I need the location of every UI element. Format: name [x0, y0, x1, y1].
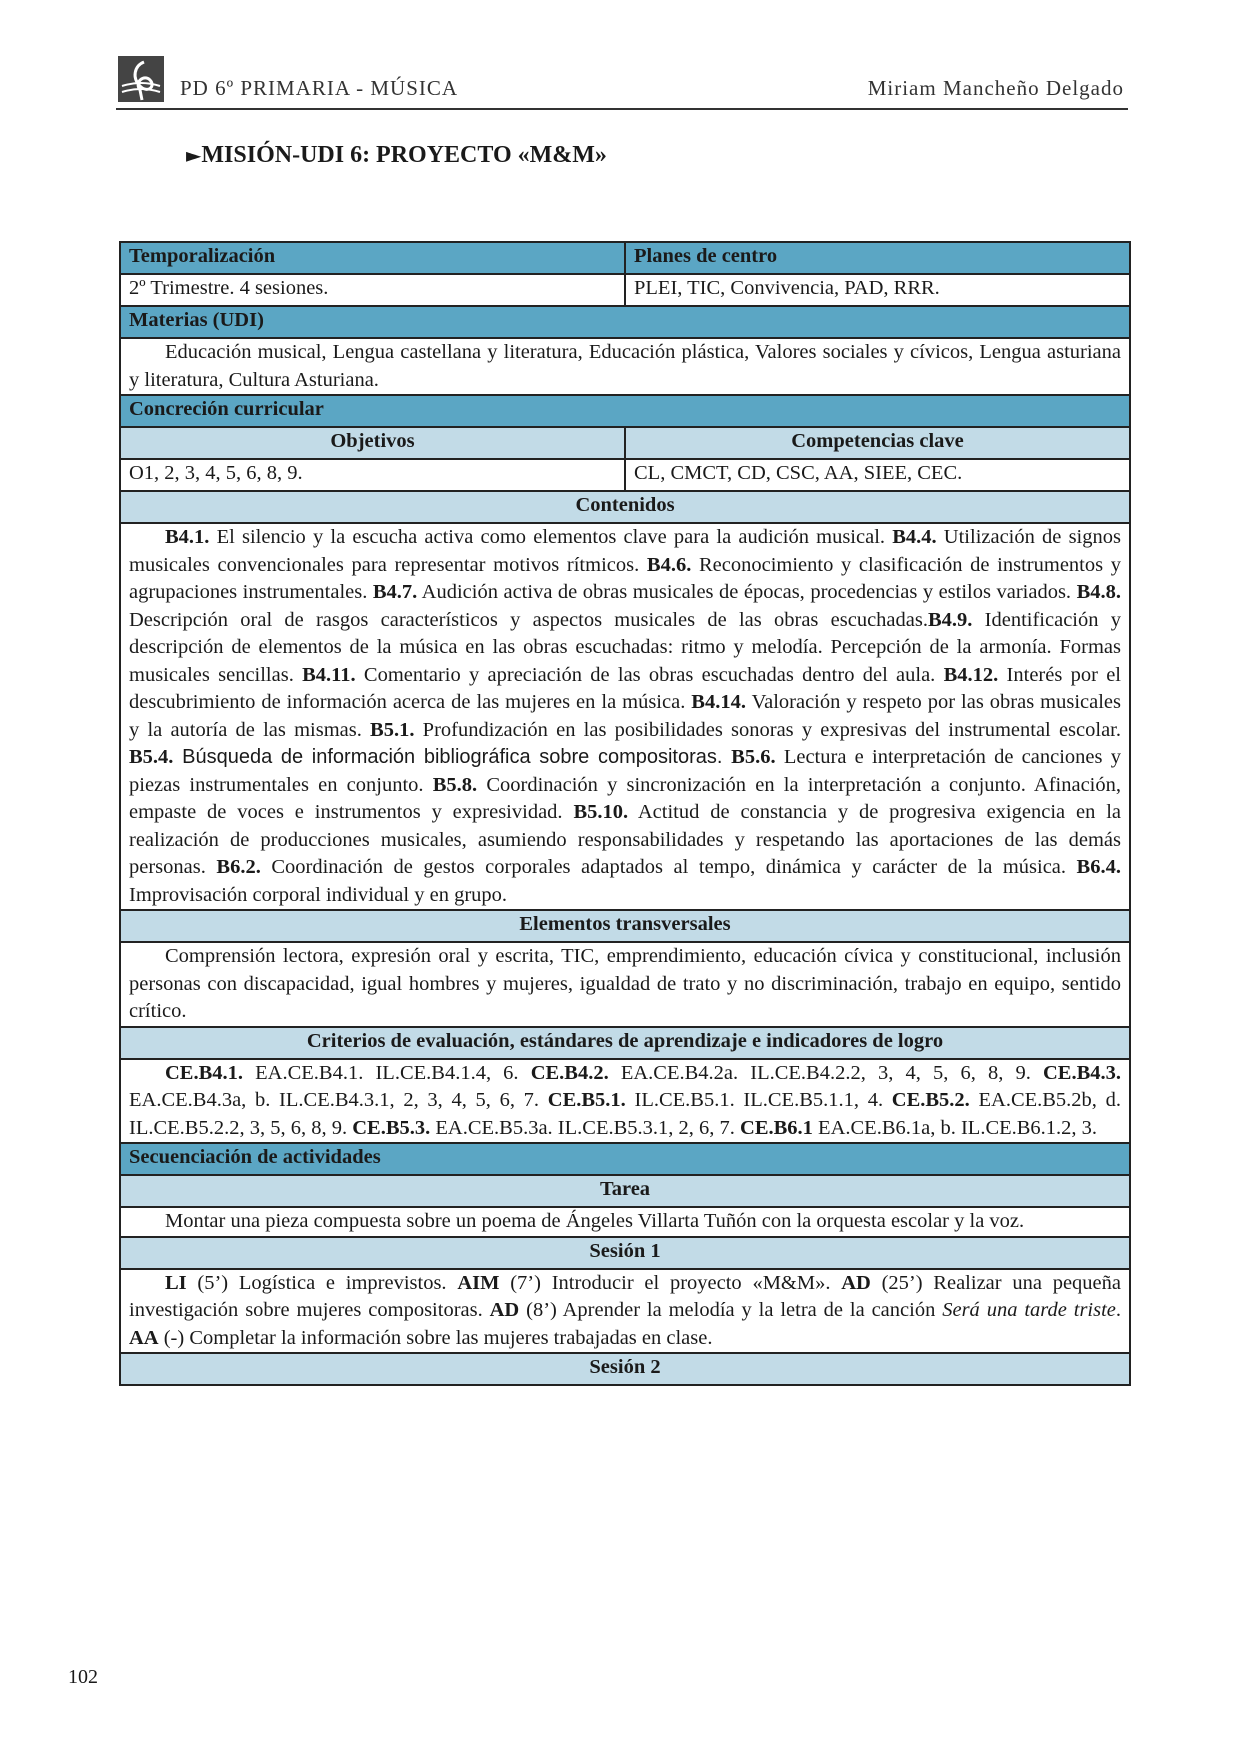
- contenido-item-text: Interés por el descubrimiento de información acerca de las mujeres en la música.: [129, 663, 1121, 713]
- tarea-value: Montar una pieza compuesta sobre un poema de Ángeles Villarta Tuñón con la orquesta escolar y la voz.: [120, 1207, 1130, 1237]
- competencias-value: CL, CMCT, CD, CSC, AA, SIEE, CEC.: [625, 459, 1130, 491]
- contenido-item-text: Valoración y respeto por las obras musicales y la autoría de las mismas.: [129, 691, 1121, 741]
- contenido-item-text: Descripción oral de rasgos característicos y aspectos musicales de las obras escuchadas.: [129, 608, 928, 631]
- contenido-item: [165, 526, 892, 548]
- contenido-item-text: Reconocimiento y clasificación de instrumentos y agrupaciones instrumentales.: [129, 553, 1121, 603]
- contenido-item-text: Comentario y apreciación de las obras escuchadas dentro del aula.: [355, 663, 944, 686]
- contenido-item: [370, 719, 1121, 741]
- contenido-item-text: Búsqueda de información bibliográfica sobre compositoras.: [173, 746, 732, 768]
- contenido-item-code: B6.4.: [1076, 856, 1121, 878]
- mission-title-text: MISIÓN-UDI 6: PROYECTO «M&M»: [201, 142, 607, 168]
- actividad-item-code: LI: [165, 1271, 187, 1294]
- criterio-item-text: EA.CE.B5.2b, d. IL.CE.B5.2.2, 3, 5, 6, 8, 9.: [129, 1089, 1122, 1139]
- objetivos-header: Objetivos: [120, 427, 625, 459]
- header-author: Miriam Mancheño Delgado: [867, 76, 1124, 100]
- actividad-item-code: AA: [129, 1326, 159, 1349]
- sesion2-header: Sesión 2: [120, 1353, 1130, 1385]
- criterio-item-code: CE.B5.1.: [547, 1089, 626, 1111]
- contenido-item-code: B6.2.: [216, 856, 261, 878]
- contenido-item-code: B5.10.: [573, 801, 629, 823]
- actividad-item-text: (25’) Realizar una pequeña investigación sobre mujeres compositoras.: [129, 1271, 1121, 1321]
- contenido-item-code: B4.9.: [927, 608, 973, 631]
- criterio-item: [531, 1062, 1043, 1084]
- sesion1-value: [120, 1269, 1130, 1354]
- transversales-value: Comprensión lectora, expresión oral y escrita, TIC, emprendimiento, educación cívica y constitucional, inclusión personas con discapacidad, igual hombres y mujeres, igualdad de trato y no discriminación, trabajo en equipo, sentido crítico.: [120, 942, 1130, 1027]
- criterio-item: [548, 1089, 892, 1111]
- pointer-arrow-icon: ►: [186, 143, 202, 167]
- contenido-item-code: B4.7.: [372, 581, 418, 603]
- contenido-item-text: Coordinación y sincronización en la interpretación a conjunto. Afinación, empaste de voces e instrumentos y expresividad.: [129, 773, 1121, 823]
- planes-value: PLEI, TIC, Convivencia, PAD, RRR.: [625, 274, 1130, 306]
- udi-table: [119, 241, 1131, 1386]
- temporalizacion-value: 2º Trimestre. 4 sesiones.: [120, 274, 625, 306]
- mission-title: [186, 142, 607, 169]
- contenido-item-text: El silencio y la escucha activa como elementos clave para la audición musical.: [209, 526, 893, 548]
- criterio-item-text: EA.CE.B5.3a. IL.CE.B5.3.1, 2, 6, 7.: [430, 1116, 741, 1139]
- actividad-item-song-title: Será una tarde triste: [942, 1299, 1116, 1321]
- criterio-item-code: CE.B5.2.: [891, 1089, 970, 1111]
- sesion1-header: Sesión 1: [120, 1237, 1130, 1269]
- actividad-item-text: (-) Completar la información sobre las mujeres trabajadas en clase.: [158, 1326, 713, 1349]
- contenido-item-code: B4.4.: [892, 526, 937, 548]
- contenido-item-text: Profundización en las posibilidades sonoras y expresivas del instrumental escolar.: [414, 718, 1121, 741]
- objetivos-value: O1, 2, 3, 4, 5, 6, 8, 9.: [120, 459, 625, 491]
- contenidos-header: Contenidos: [120, 491, 1130, 523]
- criterio-item-text: EA.CE.B4.3a, b. IL.CE.B4.3.1, 2, 3, 4, 5, 6, 7.: [129, 1089, 548, 1111]
- contenido-item-code: B4.1.: [165, 526, 210, 548]
- concrecion-header: Concreción curricular: [120, 395, 1130, 427]
- page-header: [116, 52, 1128, 110]
- secuenciacion-header: Secuenciación de actividades: [120, 1143, 1130, 1175]
- tarea-header: Tarea: [120, 1175, 1130, 1207]
- actividad-item: [490, 1299, 1121, 1321]
- criterio-item-code: CE.B5.3.: [352, 1116, 431, 1139]
- criterio-item-code: CE.B4.2.: [530, 1061, 609, 1084]
- contenido-item: [129, 746, 731, 768]
- contenido-item-text: Identificación y descripción de elementos de la música en las obras escuchadas: ritmo y melodía. Percepción de la armonía. Formas musicales sencillas.: [129, 608, 1121, 686]
- treble-clef-logo-icon: [118, 56, 164, 102]
- materias-header: Materias (UDI): [120, 306, 1130, 338]
- contenido-item-text: Coordinación de gestos corporales adaptados al tempo, dinámica y carácter de la música.: [260, 856, 1077, 878]
- actividad-item-text: (5’) Logística e imprevistos.: [186, 1271, 458, 1294]
- contenido-item-code: B5.6.: [731, 746, 776, 768]
- contenido-item-code: B5.8.: [432, 773, 478, 796]
- actividad-item: [129, 1327, 712, 1349]
- actividad-item-code: AD: [841, 1271, 871, 1294]
- actividad-item-text-after: .: [1115, 1299, 1122, 1321]
- criterio-item-text: EA.CE.B6.1a, b. IL.CE.B6.1.2, 3.: [812, 1116, 1098, 1139]
- contenido-item-code: B5.1.: [370, 718, 415, 741]
- contenido-item-code: B4.8.: [1076, 581, 1122, 603]
- contenido-item-text: Actitud de constancia y de progresiva exigencia en la realización de producciones musicales, asumiendo responsabilidades y respetando las aportaciones de las demás personas.: [129, 801, 1121, 878]
- actividad-item-text: (7’) Introducir el proyecto «M&M».: [499, 1271, 842, 1294]
- criterio-item-code: CE.B6.1: [740, 1116, 813, 1139]
- planes-header: Planes de centro: [625, 242, 1130, 274]
- page-number: 102: [68, 1666, 98, 1688]
- contenido-item-code: B4.14.: [691, 691, 746, 713]
- actividad-item-code: AD: [489, 1299, 520, 1321]
- criterio-item-code: CE.B4.1.: [165, 1061, 244, 1084]
- competencias-header: Competencias clave: [625, 427, 1130, 459]
- contenido-item-code: B4.6.: [646, 553, 692, 576]
- contenido-item-code: B5.4.: [129, 746, 174, 768]
- criterio-item-text: IL.CE.B5.1. IL.CE.B5.1.1, 4.: [625, 1089, 892, 1111]
- contenido-item: [216, 856, 1076, 878]
- criterio-item: [740, 1117, 1097, 1139]
- temporalizacion-header: Temporalización: [120, 242, 625, 274]
- contenido-item-code: B4.11.: [302, 663, 356, 686]
- actividad-item: [165, 1272, 457, 1294]
- contenido-item: [302, 664, 943, 686]
- criterios-header: Criterios de evaluación, estándares de aprendizaje e indicadores de logro: [120, 1027, 1130, 1059]
- transversales-header: Elementos transversales: [120, 910, 1130, 942]
- contenido-item-code: B4.12.: [943, 663, 999, 686]
- criterio-item-text: EA.CE.B4.1. IL.CE.B4.1.4, 6.: [243, 1061, 531, 1084]
- actividad-item-text: (8’) Aprender la melodía y la letra de la canción: [519, 1299, 943, 1321]
- actividad-item: [457, 1272, 841, 1294]
- contenido-item-text: Utilización de signos musicales convencionales para representar motivos rítmicos.: [129, 526, 1121, 576]
- criterios-value: [120, 1059, 1130, 1144]
- criterio-item-text: EA.CE.B4.2a. IL.CE.B4.2.2, 3, 4, 5, 6, 8, 9.: [608, 1061, 1043, 1084]
- contenido-item-text: Audición activa de obras musicales de épocas, procedencias y estilos variados.: [417, 581, 1077, 603]
- criterio-item: [165, 1062, 531, 1084]
- contenido-item-text: Improvisación corporal individual y en grupo.: [129, 883, 508, 906]
- contenido-item: [373, 581, 1077, 603]
- contenido-item-text: Lectura e interpretación de canciones y piezas instrumentales en conjunto.: [129, 746, 1121, 796]
- criterio-item: [352, 1117, 740, 1139]
- contenidos-value: [120, 523, 1130, 910]
- header-course-title: PD 6º PRIMARIA - MÚSICA: [180, 76, 459, 100]
- materias-value: Educación musical, Lengua castellana y literatura, Educación plástica, Valores sociales y cívicos, Lengua asturiana y literatura, Cultura Asturiana.: [120, 338, 1130, 395]
- actividad-item-code: AIM: [457, 1271, 500, 1294]
- criterio-item-code: CE.B4.3.: [1042, 1061, 1121, 1084]
